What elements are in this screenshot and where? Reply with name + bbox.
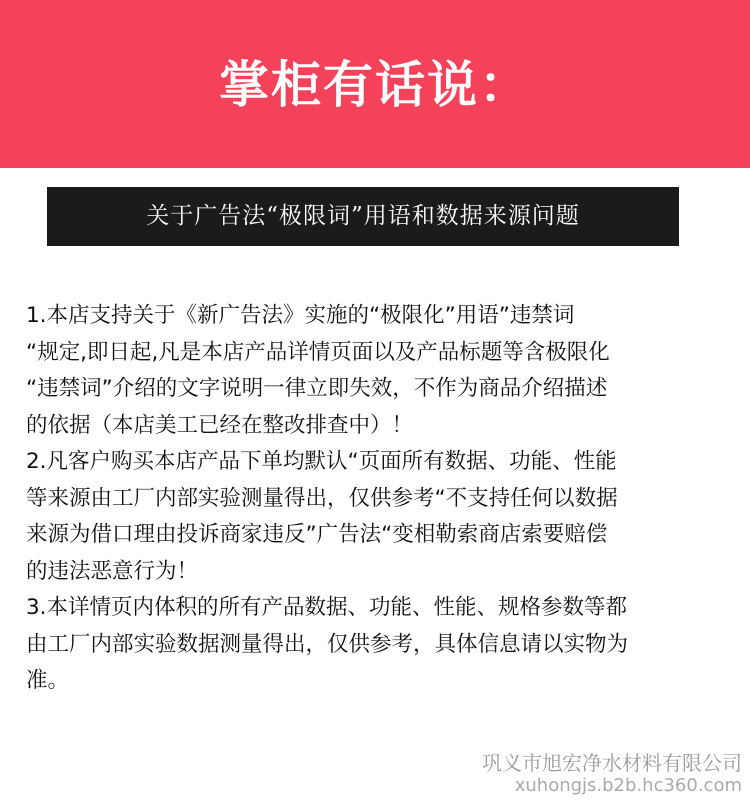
- company-watermark: 巩义市旭宏净水材料有限公司: [482, 751, 742, 775]
- notice-line: 由工厂内部实验数据测量得出，仅供参考，具体信息请以实物为: [26, 631, 629, 657]
- notice-text-block: [26, 298, 716, 700]
- notice-line: 的违法恶意行为！: [26, 558, 199, 584]
- header-banner: [0, 0, 750, 168]
- subheader-title: 关于广告法“极限词”用语和数据来源问题: [146, 203, 580, 229]
- notice-line: “违禁词”介绍的文字说明一律立即失效，不作为商品介绍描述: [26, 376, 608, 401]
- notice-line: 准。: [26, 668, 70, 693]
- notice-line: 1.本店支持关于《新广告法》实施的“极限化”用语”违禁词: [26, 303, 575, 328]
- notice-line: “规定,即日起,凡是本店产品详情页面以及产品标题等含极限化: [26, 339, 610, 365]
- notice-line: 2.凡客户购买本店产品下单均默认“页面所有数据、功能、性能: [26, 449, 617, 474]
- notice-line: 等来源由工厂内部实验测量得出，仅供参考“不支持任何以数据: [26, 485, 618, 511]
- notice-line: 的依据（本店美工已经在整改排查中）！: [26, 412, 414, 438]
- subheader-bar: [47, 187, 679, 246]
- notice-line: 来源为借口理由投诉商家违反”广告法“变相勒索商店索要赔偿: [26, 522, 608, 547]
- site-url-watermark: xuhongjs.b2b.hc360.com: [514, 775, 742, 796]
- page-title: 掌柜有话说：: [219, 56, 531, 114]
- notice-line: 3.本详情页内体积的所有产品数据、功能、性能、规格参数等都: [26, 595, 628, 620]
